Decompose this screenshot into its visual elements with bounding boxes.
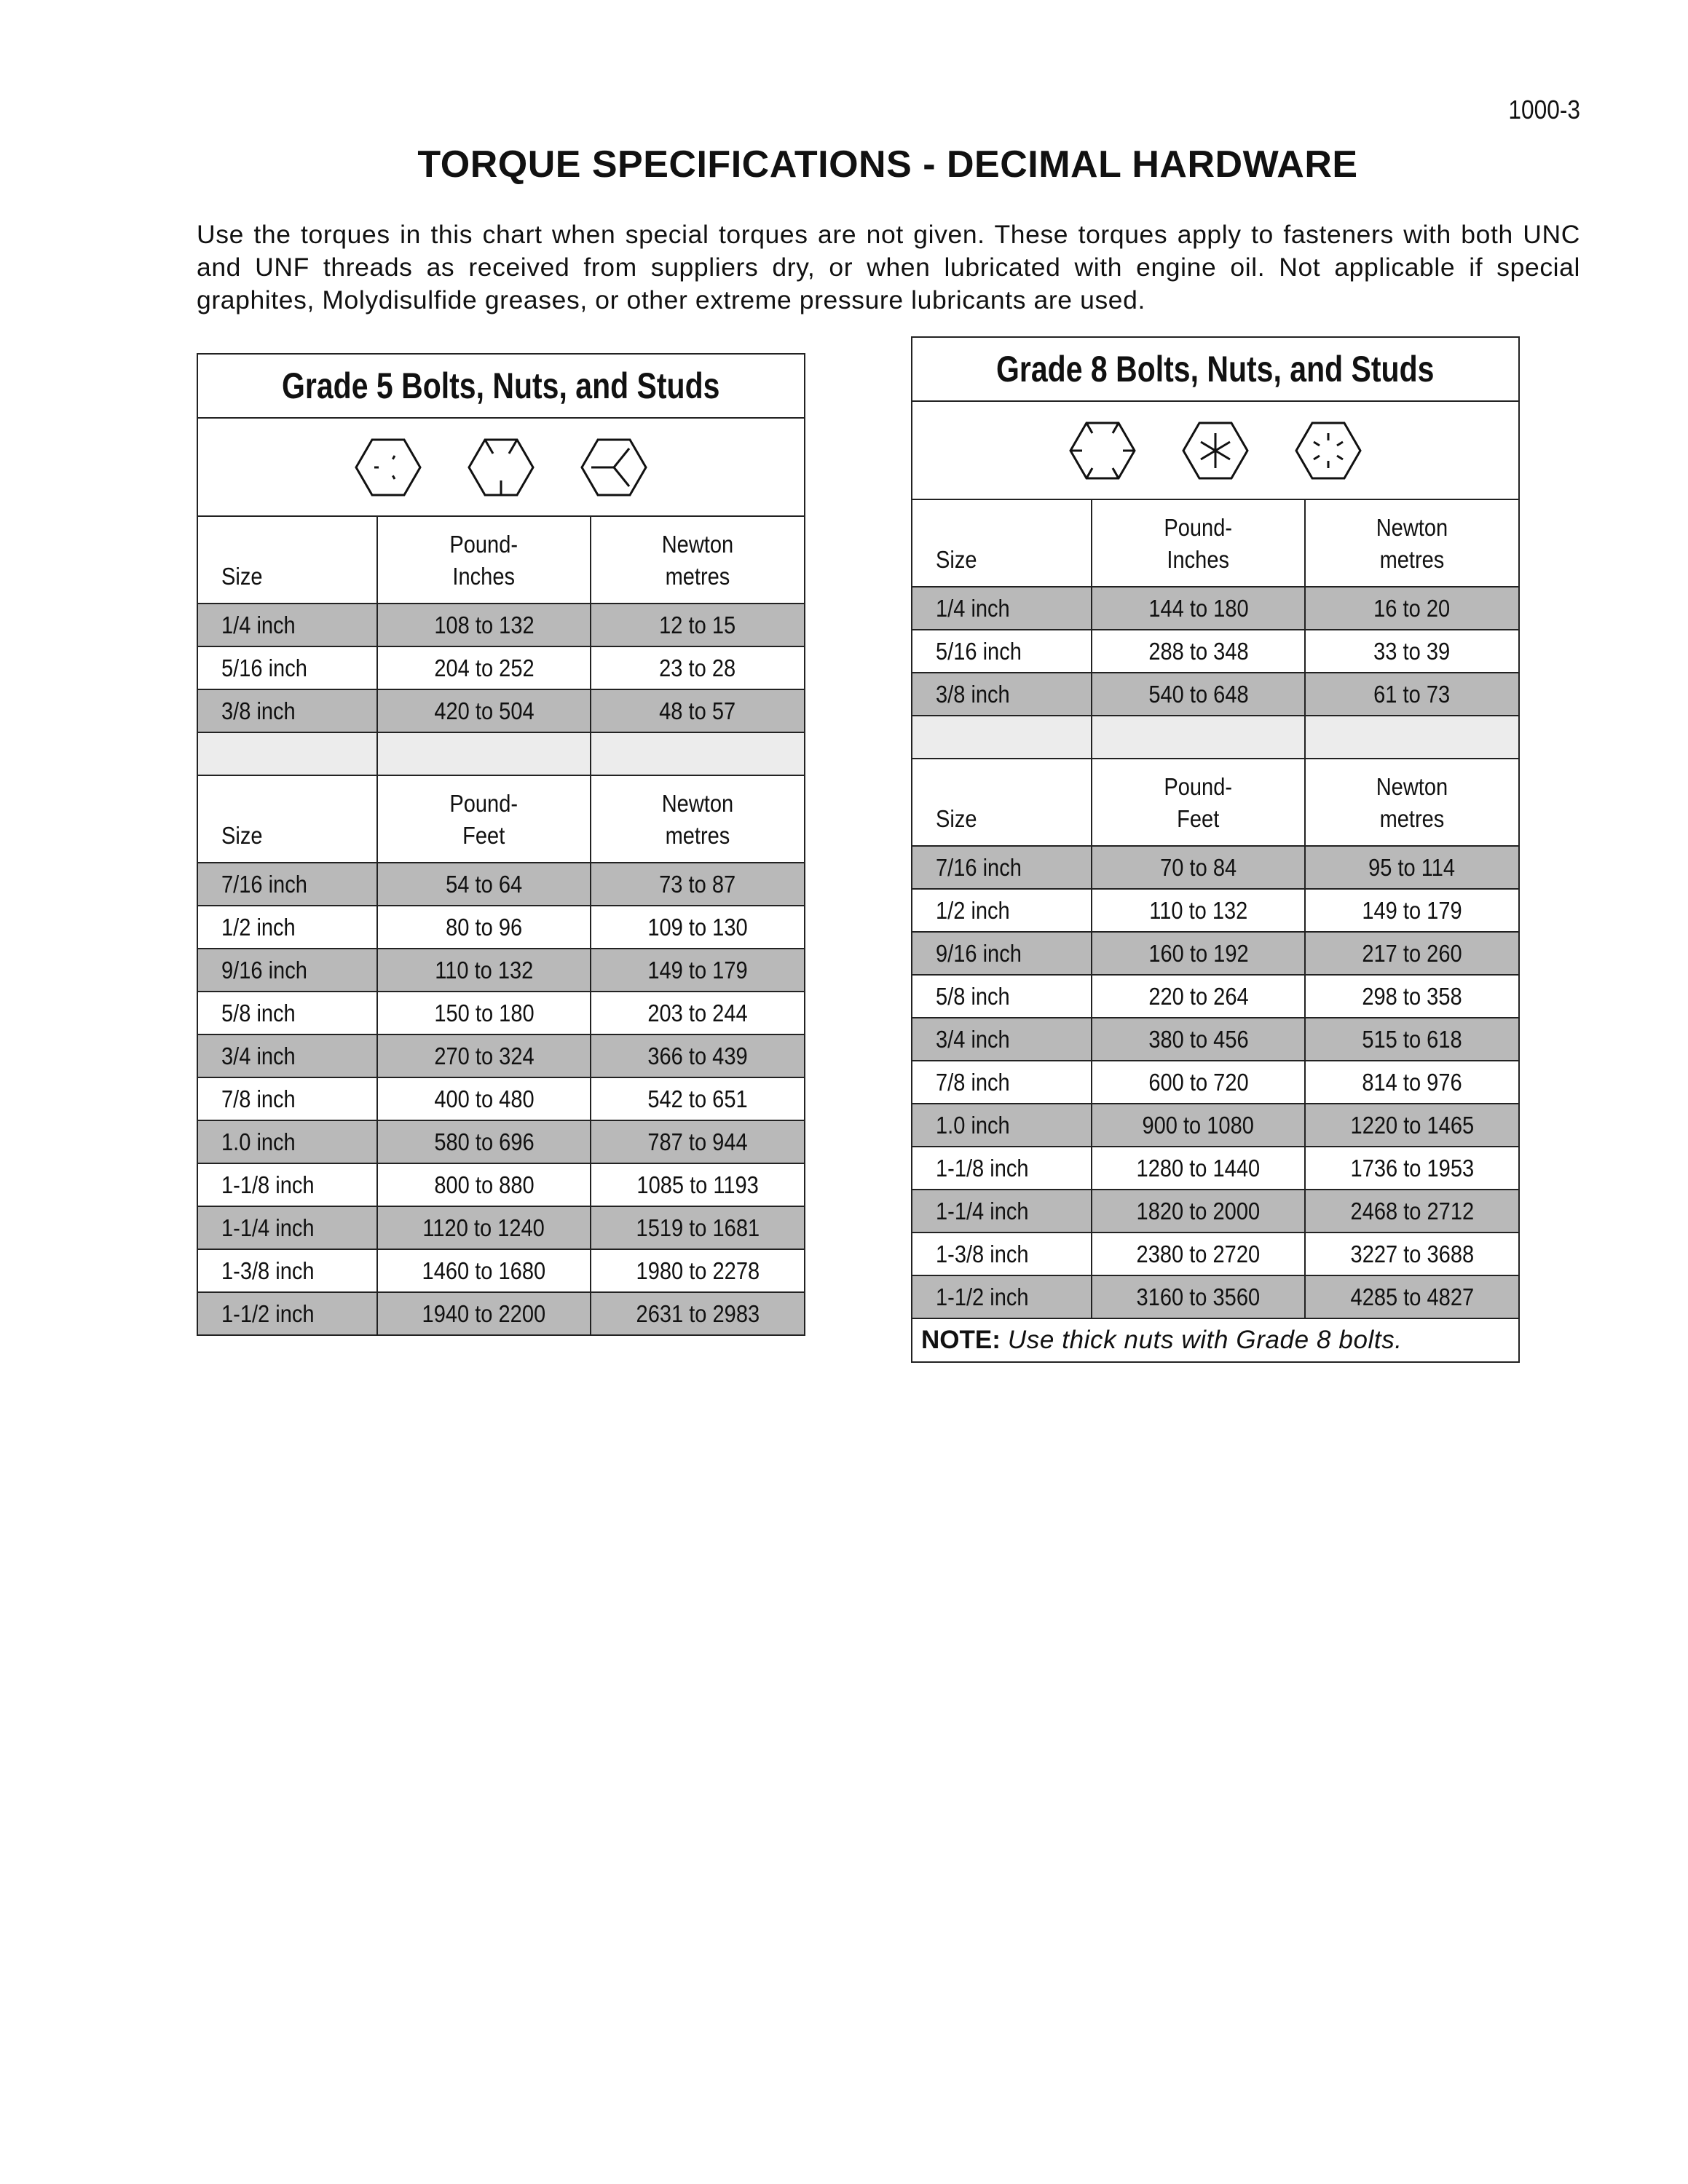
- cell-text: 204 to 252: [433, 654, 535, 681]
- torque-value-cell: [377, 1077, 591, 1120]
- newton-metres-cell: [1305, 1018, 1519, 1061]
- torque-value-cell: [1092, 587, 1305, 630]
- cell-text: 1519 to 1681: [636, 1214, 760, 1241]
- cell-text: 288 to 348: [1148, 637, 1249, 665]
- grade8-newton-metres-header: [1305, 499, 1519, 587]
- cell-text: 217 to 260: [1362, 939, 1462, 967]
- newton-metres-cell: [1305, 673, 1519, 716]
- newton-metres-cell: [1305, 1275, 1519, 1318]
- spacer-cell: [377, 732, 591, 775]
- cell-text: 61 to 73: [1373, 680, 1451, 708]
- cell-text: 3160 to 3560: [1136, 1283, 1261, 1310]
- cell-text: 1120 to 1240: [422, 1214, 545, 1241]
- grade8-head-markings: [912, 401, 1519, 499]
- cell-text: 1280 to 1440: [1136, 1154, 1261, 1182]
- header-line: Feet: [1177, 805, 1220, 832]
- torque-value-cell: [377, 1120, 591, 1163]
- grade8-head-marking-icon-2: [1181, 420, 1250, 481]
- grade8-title-text: Grade 8 Bolts, Nuts, and Studs: [996, 349, 1435, 389]
- cell-text: 220 to 264: [1148, 982, 1249, 1010]
- torque-value-cell: [377, 689, 591, 732]
- grade5-spacer-row: [197, 732, 805, 775]
- size-cell: [912, 587, 1092, 630]
- cell-text: 4285 to 4827: [1350, 1283, 1474, 1310]
- cell-text: 2380 to 2720: [1136, 1240, 1261, 1267]
- cell-text: 3227 to 3688: [1350, 1240, 1474, 1267]
- grade5-header-feet: [197, 775, 805, 863]
- header-line: metres: [1379, 546, 1445, 573]
- cell-text: 1-1/2 inch: [221, 1299, 315, 1327]
- cell-text: 33 to 39: [1373, 637, 1451, 665]
- table-row: [197, 1120, 805, 1163]
- header-line: metres: [1379, 805, 1445, 832]
- cell-text: 5/8 inch: [221, 999, 296, 1026]
- table-row: [912, 1275, 1519, 1318]
- cell-text: 110 to 132: [1148, 896, 1248, 924]
- cell-text: 16 to 20: [1373, 594, 1451, 622]
- grade5-title-text: Grade 5 Bolts, Nuts, and Studs: [282, 365, 720, 406]
- size-cell: [197, 1077, 377, 1120]
- newton-metres-cell: [1305, 889, 1519, 932]
- cell-text: 1220 to 1465: [1350, 1111, 1474, 1139]
- table-row: [912, 673, 1519, 716]
- cell-text: 149 to 179: [1362, 896, 1462, 924]
- torque-value-cell: [1092, 1061, 1305, 1104]
- cell-text: 80 to 96: [446, 913, 522, 941]
- header-line: Pound-: [1164, 773, 1233, 800]
- table-row: [912, 587, 1519, 630]
- cell-text: 108 to 132: [433, 611, 535, 638]
- cell-text: 787 to 944: [647, 1128, 748, 1155]
- newton-metres-cell: [1305, 630, 1519, 673]
- table-row: [197, 1077, 805, 1120]
- table-row: [197, 949, 805, 992]
- torque-value-cell: [377, 1163, 591, 1206]
- table-row: [197, 992, 805, 1034]
- cell-text: 54 to 64: [446, 870, 522, 898]
- cell-text: 1820 to 2000: [1136, 1197, 1261, 1224]
- table-row: [912, 1233, 1519, 1275]
- table-row: [197, 863, 805, 906]
- table-row: [912, 1061, 1519, 1104]
- header-text: [1376, 771, 1448, 835]
- torque-value-cell: [1092, 1233, 1305, 1275]
- table-row: [197, 906, 805, 949]
- cell-text: 7/8 inch: [221, 1085, 296, 1112]
- size-cell: [197, 906, 377, 949]
- cell-text: 1/2 inch: [936, 896, 1010, 924]
- grade8-size-header-2: [912, 759, 1092, 846]
- torque-value-cell: [377, 1206, 591, 1249]
- spacer-cell: [912, 716, 1092, 759]
- size-cell: [912, 1233, 1092, 1275]
- grade8-note: [912, 1318, 1519, 1362]
- table-row: [912, 630, 1519, 673]
- cell-text: 1736 to 1953: [1350, 1154, 1474, 1182]
- header-line: Pound-: [449, 531, 518, 558]
- torque-value-cell: [1092, 1190, 1305, 1233]
- size-cell: [197, 1249, 377, 1292]
- size-cell: [912, 1018, 1092, 1061]
- torque-value-cell: [377, 604, 591, 646]
- table-row: [912, 889, 1519, 932]
- newton-metres-cell: [591, 689, 805, 732]
- grade8-header-feet: [912, 759, 1519, 846]
- table-row: [912, 975, 1519, 1018]
- cell-text: 1-1/8 inch: [221, 1171, 315, 1198]
- size-cell: [912, 1275, 1092, 1318]
- page-title: TORQUE SPECIFICATIONS - DECIMAL HARDWARE: [417, 143, 1358, 186]
- grade5-pound-feet-header: [377, 775, 591, 863]
- torque-value-cell: [1092, 1104, 1305, 1147]
- size-cell: [912, 1104, 1092, 1147]
- newton-metres-cell: [591, 1120, 805, 1163]
- torque-value-cell: [377, 949, 591, 992]
- grade5-torque-table: [197, 353, 805, 1336]
- cell-text: 1.0 inch: [221, 1128, 296, 1155]
- cell-text: 366 to 439: [647, 1042, 748, 1069]
- header-line: Pound-: [1164, 514, 1233, 541]
- torque-value-cell: [377, 863, 591, 906]
- cell-text: 2468 to 2712: [1350, 1197, 1474, 1224]
- grade8-torque-table: [911, 336, 1520, 1363]
- note-label: NOTE:: [921, 1326, 1001, 1354]
- cell-text: 540 to 648: [1148, 680, 1249, 708]
- table-row: [912, 932, 1519, 975]
- size-cell: [197, 1034, 377, 1077]
- table-row: [912, 1147, 1519, 1190]
- header-line: Inches: [1167, 546, 1230, 573]
- table-row: [197, 1034, 805, 1077]
- newton-metres-cell: [1305, 975, 1519, 1018]
- header-text: Size: [221, 822, 263, 849]
- newton-metres-cell: [1305, 587, 1519, 630]
- table-row: [197, 1163, 805, 1206]
- grade8-note-row: [912, 1318, 1519, 1362]
- cell-text: 1-3/8 inch: [221, 1257, 315, 1284]
- header-line: Newton: [661, 790, 734, 817]
- newton-metres-cell: [591, 1077, 805, 1120]
- cell-text: 380 to 456: [1148, 1025, 1249, 1053]
- newton-metres-cell: [591, 863, 805, 906]
- size-cell: [912, 630, 1092, 673]
- torque-value-cell: [377, 646, 591, 689]
- size-cell: [912, 1190, 1092, 1233]
- cell-text: 48 to 57: [659, 697, 736, 724]
- torque-value-cell: [1092, 673, 1305, 716]
- torque-value-cell: [1092, 1147, 1305, 1190]
- cell-text: 1-1/4 inch: [221, 1214, 315, 1241]
- cell-text: 400 to 480: [433, 1085, 535, 1112]
- header-text: Size: [936, 546, 977, 573]
- grade8-head-marking-icon-1: [1068, 420, 1137, 481]
- header-text: [1164, 512, 1233, 576]
- cell-text: 12 to 15: [659, 611, 736, 638]
- size-cell: [197, 604, 377, 646]
- size-cell: [197, 1163, 377, 1206]
- cell-text: 2631 to 2983: [636, 1299, 760, 1327]
- size-cell: [912, 846, 1092, 889]
- cell-text: 1-1/8 inch: [936, 1154, 1029, 1182]
- cell-text: 144 to 180: [1148, 594, 1249, 622]
- size-cell: [912, 673, 1092, 716]
- cell-text: 73 to 87: [659, 870, 736, 898]
- grade5-size-header: [197, 516, 377, 604]
- size-cell: [197, 992, 377, 1034]
- cell-text: 814 to 976: [1362, 1068, 1462, 1096]
- cell-text: 420 to 504: [433, 697, 535, 724]
- grade5-size-header-2: [197, 775, 377, 863]
- newton-metres-cell: [1305, 846, 1519, 889]
- grade5-pound-inches-header: [377, 516, 591, 604]
- cell-text: 1940 to 2200: [422, 1299, 546, 1327]
- header-text: Size: [936, 805, 977, 832]
- size-cell: [912, 932, 1092, 975]
- cell-text: 1/4 inch: [221, 611, 296, 638]
- newton-metres-cell: [1305, 1147, 1519, 1190]
- grade8-newton-metres-header-2: [1305, 759, 1519, 846]
- header-text: [450, 788, 518, 852]
- newton-metres-cell: [591, 604, 805, 646]
- grade5-header-inches: [197, 516, 805, 604]
- grade8-pound-feet-header: [1092, 759, 1305, 846]
- header-line: metres: [665, 822, 730, 849]
- grade8-head-marking-icon-3: [1294, 420, 1362, 481]
- grade5-head-markings: [197, 418, 805, 516]
- torque-value-cell: [1092, 975, 1305, 1018]
- header-text: [450, 529, 518, 593]
- cell-text: 1-1/2 inch: [936, 1283, 1029, 1310]
- newton-metres-cell: [591, 906, 805, 949]
- header-line: Newton: [1376, 514, 1448, 541]
- cell-text: 203 to 244: [647, 999, 748, 1026]
- torque-value-cell: [1092, 1018, 1305, 1061]
- header-text: [1376, 512, 1448, 576]
- grade8-header-inches: [912, 499, 1519, 587]
- grade8-table-title: [912, 337, 1519, 401]
- spacer-cell: [1305, 716, 1519, 759]
- newton-metres-cell: [591, 1034, 805, 1077]
- size-cell: [912, 889, 1092, 932]
- cell-text: 150 to 180: [433, 999, 535, 1026]
- cell-text: 110 to 132: [434, 956, 534, 984]
- cell-text: 3/4 inch: [936, 1025, 1010, 1053]
- cell-text: 23 to 28: [659, 654, 736, 681]
- torque-value-cell: [377, 992, 591, 1034]
- cell-text: 1/2 inch: [221, 913, 296, 941]
- newton-metres-cell: [1305, 1061, 1519, 1104]
- newton-metres-cell: [591, 949, 805, 992]
- cell-text: 9/16 inch: [936, 939, 1022, 967]
- torque-value-cell: [377, 906, 591, 949]
- size-cell: [197, 1120, 377, 1163]
- cell-text: 7/16 inch: [936, 853, 1022, 881]
- cell-text: 1980 to 2278: [636, 1257, 760, 1284]
- spacer-cell: [591, 732, 805, 775]
- torque-value-cell: [1092, 1275, 1305, 1318]
- torque-value-cell: [1092, 932, 1305, 975]
- header-line: Pound-: [449, 790, 518, 817]
- cell-text: 95 to 114: [1368, 853, 1456, 881]
- header-line: Feet: [462, 822, 505, 849]
- grade5-head-marking-icon-1: [354, 437, 422, 498]
- table-row: [197, 1249, 805, 1292]
- torque-value-cell: [377, 1292, 591, 1335]
- cell-text: 9/16 inch: [221, 956, 307, 984]
- cell-text: 270 to 324: [433, 1042, 535, 1069]
- newton-metres-cell: [591, 1249, 805, 1292]
- size-cell: [197, 949, 377, 992]
- cell-text: 1-3/8 inch: [936, 1240, 1029, 1267]
- header-line: metres: [665, 563, 730, 590]
- torque-value-cell: [377, 1034, 591, 1077]
- cell-text: 1-1/4 inch: [936, 1197, 1029, 1224]
- size-cell: [912, 1147, 1092, 1190]
- header-text: [1164, 771, 1233, 835]
- size-cell: [197, 646, 377, 689]
- cell-text: 1/4 inch: [936, 594, 1010, 622]
- torque-value-cell: [377, 1249, 591, 1292]
- table-row: [197, 604, 805, 646]
- newton-metres-cell: [1305, 1104, 1519, 1147]
- cell-text: 5/16 inch: [936, 637, 1022, 665]
- newton-metres-cell: [591, 992, 805, 1034]
- cell-text: 1085 to 1193: [636, 1171, 759, 1198]
- cell-text: 515 to 618: [1362, 1025, 1462, 1053]
- table-row: [197, 1292, 805, 1335]
- cell-text: 7/16 inch: [221, 870, 307, 898]
- grade8-spacer-row: [912, 716, 1519, 759]
- grade8-pound-inches-header: [1092, 499, 1305, 587]
- newton-metres-cell: [1305, 932, 1519, 975]
- cell-text: 160 to 192: [1148, 939, 1249, 967]
- cell-text: 1.0 inch: [936, 1111, 1010, 1139]
- cell-text: 5/16 inch: [221, 654, 307, 681]
- grade5-newton-metres-header-2: [591, 775, 805, 863]
- intro-paragraph: Use the torques in this chart when special torques are not given. These torques apply to fasteners with both UNC and UNF threads as received from suppliers dry, or when lubricated with engine oil. Not applicable if special graphites, Molydisulfide greases, or other extreme pressure lubricants are used.: [197, 220, 1580, 314]
- header-text: [662, 529, 733, 593]
- note-text: Use thick nuts with Grade 8 bolts.: [1007, 1326, 1403, 1354]
- cell-text: 109 to 130: [647, 913, 748, 941]
- size-cell: [197, 863, 377, 906]
- spacer-cell: [197, 732, 377, 775]
- table-row: [197, 1206, 805, 1249]
- cell-text: 7/8 inch: [936, 1068, 1010, 1096]
- torque-value-cell: [1092, 630, 1305, 673]
- grade8-size-header: [912, 499, 1092, 587]
- cell-text: 149 to 179: [647, 956, 748, 984]
- table-row: [912, 1104, 1519, 1147]
- cell-text: 1460 to 1680: [422, 1257, 546, 1284]
- cell-text: 3/8 inch: [936, 680, 1010, 708]
- table-row: [912, 1190, 1519, 1233]
- newton-metres-cell: [591, 1163, 805, 1206]
- size-cell: [197, 1292, 377, 1335]
- spacer-cell: [1092, 716, 1305, 759]
- torque-value-cell: [1092, 846, 1305, 889]
- grade5-head-marking-icon-2: [467, 437, 535, 498]
- table-row: [912, 1018, 1519, 1061]
- cell-text: 5/8 inch: [936, 982, 1010, 1010]
- newton-metres-cell: [1305, 1190, 1519, 1233]
- newton-metres-cell: [591, 646, 805, 689]
- cell-text: 298 to 358: [1362, 982, 1462, 1010]
- grade5-head-marking-icon-3: [580, 437, 648, 498]
- header-text: Size: [221, 563, 263, 590]
- cell-text: 542 to 651: [647, 1085, 748, 1112]
- cell-text: 800 to 880: [433, 1171, 535, 1198]
- torque-value-cell: [1092, 889, 1305, 932]
- table-row: [197, 689, 805, 732]
- grade5-table-title: [197, 354, 805, 418]
- cell-text: 600 to 720: [1148, 1068, 1249, 1096]
- table-row: [197, 646, 805, 689]
- table-row: [912, 846, 1519, 889]
- header-line: Newton: [661, 531, 734, 558]
- size-cell: [197, 689, 377, 732]
- header-line: Inches: [452, 563, 516, 590]
- newton-metres-cell: [591, 1206, 805, 1249]
- header-line: Newton: [1376, 773, 1448, 800]
- cell-text: 580 to 696: [433, 1128, 535, 1155]
- size-cell: [912, 975, 1092, 1018]
- page-number: 1000-3: [1508, 95, 1580, 124]
- newton-metres-cell: [591, 1292, 805, 1335]
- cell-text: 3/8 inch: [221, 697, 296, 724]
- newton-metres-cell: [1305, 1233, 1519, 1275]
- cell-text: 900 to 1080: [1142, 1111, 1255, 1139]
- grade5-newton-metres-header: [591, 516, 805, 604]
- cell-text: 70 to 84: [1160, 853, 1237, 881]
- size-cell: [197, 1206, 377, 1249]
- size-cell: [912, 1061, 1092, 1104]
- cell-text: 3/4 inch: [221, 1042, 296, 1069]
- header-text: [662, 788, 733, 852]
